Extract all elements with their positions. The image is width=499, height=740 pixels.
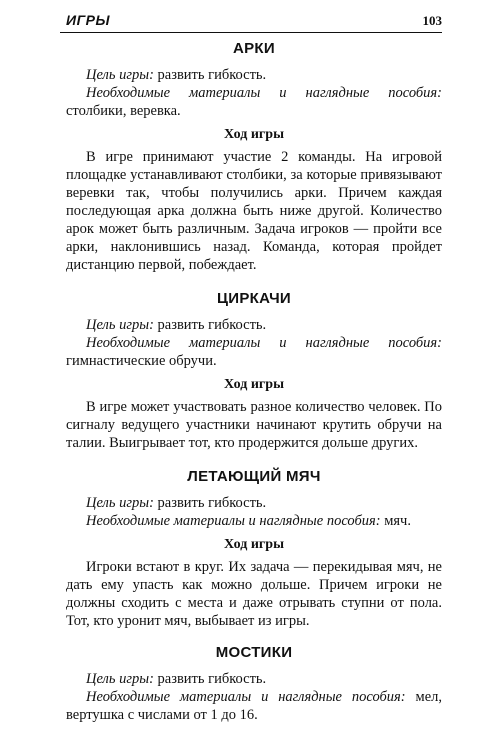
game-goal	[66, 66, 442, 84]
materials-text: мяч.	[380, 513, 411, 529]
game-goal	[66, 316, 442, 334]
howto-title: Ход игры	[224, 537, 284, 552]
game-letayushchiy-myach	[66, 468, 442, 630]
materials-label: Необходимые материалы и наглядные пособия:	[86, 689, 406, 705]
goal-text: развить гибкость.	[153, 671, 267, 687]
section-title: ИГРЫ	[66, 12, 110, 28]
running-header	[60, 10, 442, 33]
goal-text: развить гибкость.	[153, 495, 267, 511]
page-content	[66, 40, 442, 740]
game-goal	[66, 670, 442, 688]
materials-text: мел, вертушка с числами от 1 до 16.	[66, 689, 442, 723]
goal-label: Цель игры:	[86, 495, 154, 511]
game-materials	[66, 512, 442, 530]
game-title: МОСТИКИ	[215, 644, 293, 661]
game-materials	[66, 334, 442, 370]
materials-label: Необходимые материалы и наглядные пособия:	[86, 335, 442, 351]
page-number: 103	[422, 13, 442, 28]
goal-label: Цель игры:	[86, 67, 154, 83]
game-materials	[66, 688, 442, 724]
materials-text: столбики, веревка.	[66, 103, 181, 119]
howto-text: В игре может участвовать разное количество человек. По сигналу ведущего участники начинают крутить обручи на талии. Выигрывает тот, кто продержится дольше других.	[66, 399, 442, 451]
goal-label: Цель игры:	[86, 671, 154, 687]
game-mostiki	[66, 644, 442, 724]
howto-title: Ход игры	[224, 377, 284, 392]
game-tsirkachi	[66, 290, 442, 452]
materials-label: Необходимые материалы и наглядные пособия:	[86, 85, 442, 101]
game-goal	[66, 494, 442, 512]
game-title: АРКИ	[233, 40, 275, 57]
materials-text: гимнастические обручи.	[66, 353, 217, 369]
game-arki	[66, 40, 442, 274]
goal-text: развить гибкость.	[153, 67, 267, 83]
game-materials	[66, 84, 442, 120]
goal-text: развить гибкость.	[153, 317, 267, 333]
game-title: ЛЕТАЮЩИЙ МЯЧ	[187, 468, 321, 485]
goal-label: Цель игры:	[86, 317, 154, 333]
howto-title: Ход игры	[224, 127, 284, 142]
game-title: ЦИРКАЧИ	[216, 290, 291, 307]
materials-label: Необходимые материалы и наглядные пособия:	[86, 513, 381, 529]
howto-text: В игре принимают участие 2 команды. На игровой площадке устанавливают столбики, за которые привязывают веревки так, чтобы получились арки. Причем каждая последующая арка должна быть ниже другой. Количество арок может быть различным. Задача игроков — пройти все арки, наклонившись назад. Команда, которая пройдет дистанцию первой, побеждает.	[66, 149, 442, 273]
howto-text: Игроки встают в круг. Их задача — перекидывая мяч, не дать ему упасть как можно дольше. Причем игроки не должны сходить с места и даже отрывать ступни от пола. Тот, кто уронит мяч, выбывает из игры.	[66, 559, 442, 629]
